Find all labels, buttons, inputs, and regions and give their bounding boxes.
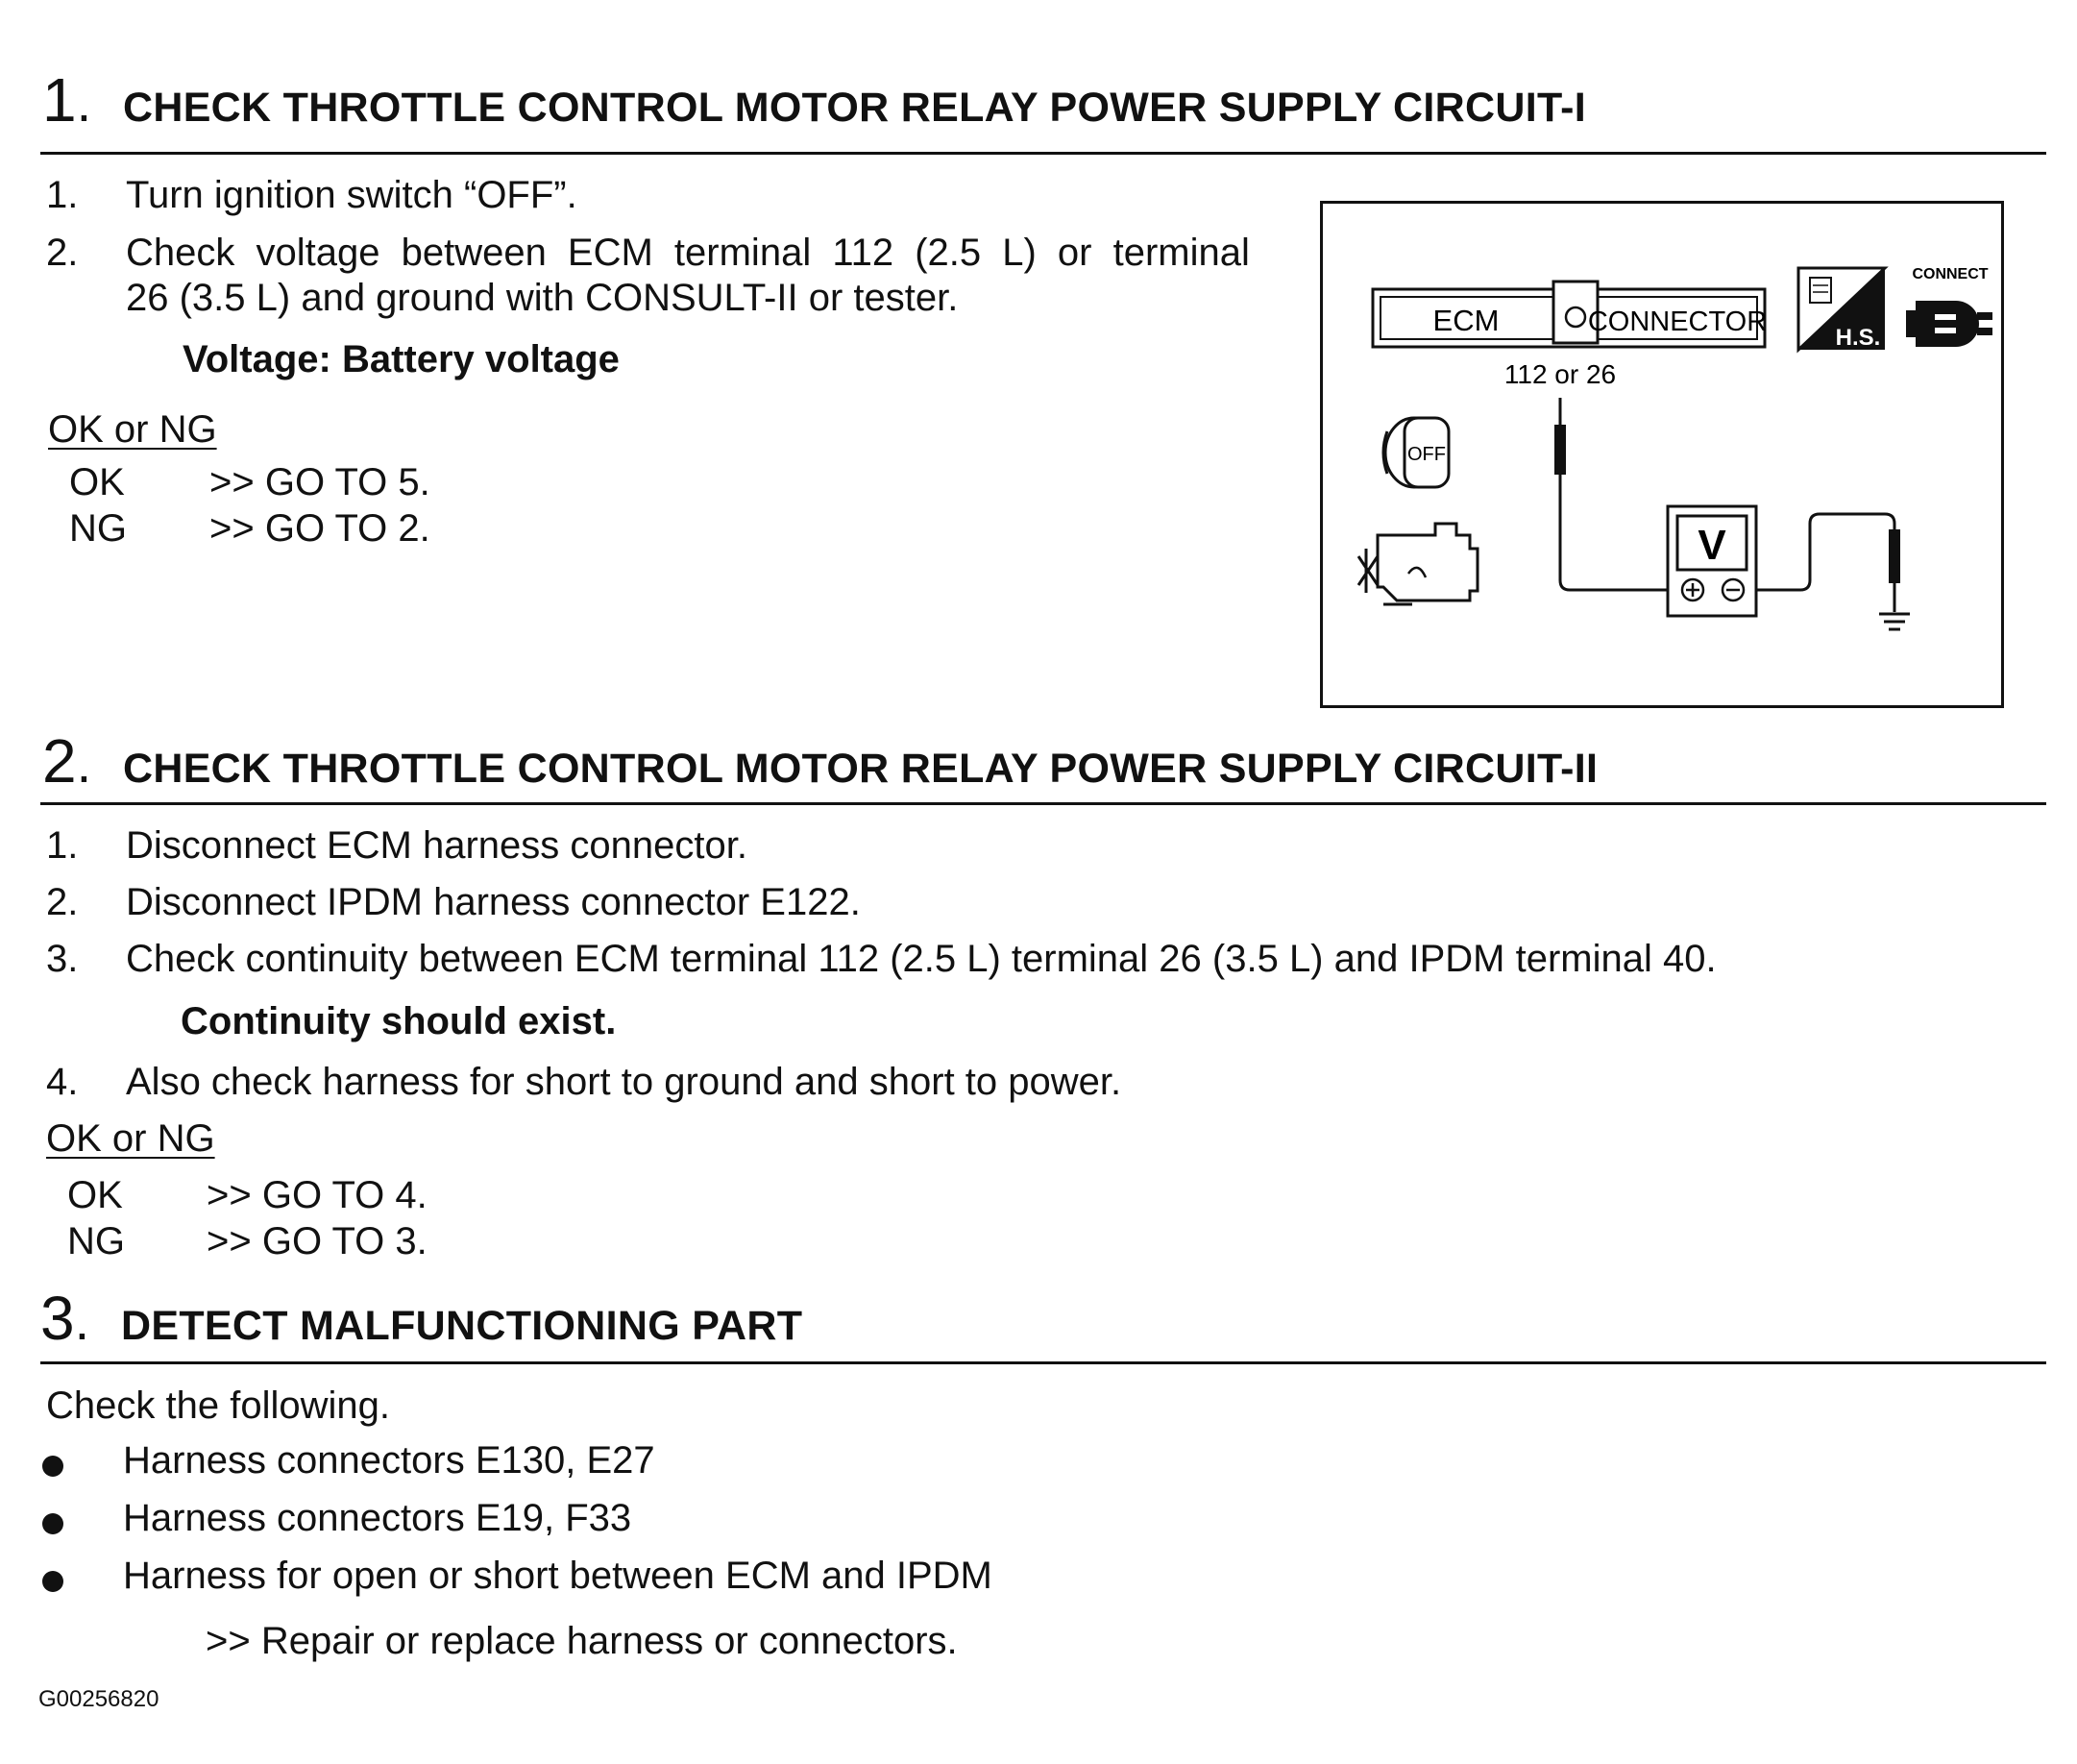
step-number: 3. [46,938,79,980]
step-number: 2. [46,881,79,923]
section-1-divider [40,152,2046,155]
meter-label: V [1698,522,1726,569]
step-text: Check voltage between ECM terminal 112 (2.5 L) or terminal [126,232,1250,274]
bullet-icon [42,1571,63,1592]
ground-icon [1879,614,1910,629]
connector-label: CONNECTOR [1587,306,1768,337]
connect-label: CONNECT [1912,266,1989,282]
result-action: >> GO TO 5. [209,461,430,503]
section-2-title: CHECK THROTTLE CONTROL MOTOR RELAY POWER SUPPLY CIRCUIT-II [123,746,1599,792]
ignition-off-icon [1383,418,1449,487]
result-action: >> GO TO 2. [209,507,430,550]
step-text: Turn ignition switch “OFF”. [126,174,577,216]
section-1-title: CHECK THROTTLE CONTROL MOTOR RELAY POWER SUPPLY CIRCUIT-I [123,85,1587,131]
result-status: NG [67,1220,125,1262]
result-action: >> GO TO 3. [207,1220,428,1262]
step-text: Check continuity between ECM terminal 112 (2.5 L) terminal 26 (3.5 L) and IPDM terminal 40. [126,938,1717,980]
step-number: 1. [46,174,79,216]
bullet-icon [42,1513,63,1534]
result-status: OK [69,461,125,503]
probe-wire [1554,398,1668,590]
test-diagram [1320,201,2004,708]
ground-wire [1756,514,1900,612]
spec-continuity: Continuity should exist. [181,1000,617,1042]
hs-icon [1798,268,1885,351]
section-2-divider [40,802,2046,805]
ecm-label: ECM [1432,304,1500,337]
spec-voltage: Voltage: Battery voltage [183,338,620,380]
check-item: Harness connectors E19, F33 [123,1497,632,1539]
bullet-icon [42,1456,63,1477]
step-text: Disconnect ECM harness connector. [126,824,747,867]
connect-icon [1906,266,1992,347]
section-2-number: 2. [42,726,92,796]
result-action: >> GO TO 4. [207,1174,428,1216]
section-3-number: 3. [40,1284,90,1353]
hs-label: H.S. [1835,325,1881,351]
figure-id: G00256820 [38,1686,159,1712]
ok-or-ng-label: OK or NG [46,1117,215,1160]
step-text-continued: 26 (3.5 L) and ground with CONSULT-II or tester. [126,277,959,319]
ecm-connector [1373,282,1767,347]
step-text: Also check harness for short to ground and short to power. [126,1061,1122,1103]
section-1-number: 1. [42,65,92,135]
result-status: OK [67,1174,123,1216]
section-3-title: DETECT MALFUNCTIONING PART [121,1303,803,1349]
ok-or-ng-label: OK or NG [48,408,217,451]
section-3-intro: Check the following. [46,1384,390,1427]
step-number: 2. [46,232,79,274]
section-3-divider [40,1361,2046,1364]
engine-icon [1358,524,1478,604]
voltmeter-icon [1668,506,1756,616]
result-status: NG [69,507,127,550]
repair-action: >> Repair or replace harness or connectors. [206,1620,958,1662]
check-item: Harness for open or short between ECM and IPDM [123,1555,992,1597]
terminal-label: 112 or 26 [1503,359,1617,389]
check-item: Harness connectors E130, E27 [123,1439,655,1482]
off-label: OFF [1407,444,1446,465]
step-number: 1. [46,824,79,867]
step-number: 4. [46,1061,79,1103]
step-text: Disconnect IPDM harness connector E122. [126,881,861,923]
